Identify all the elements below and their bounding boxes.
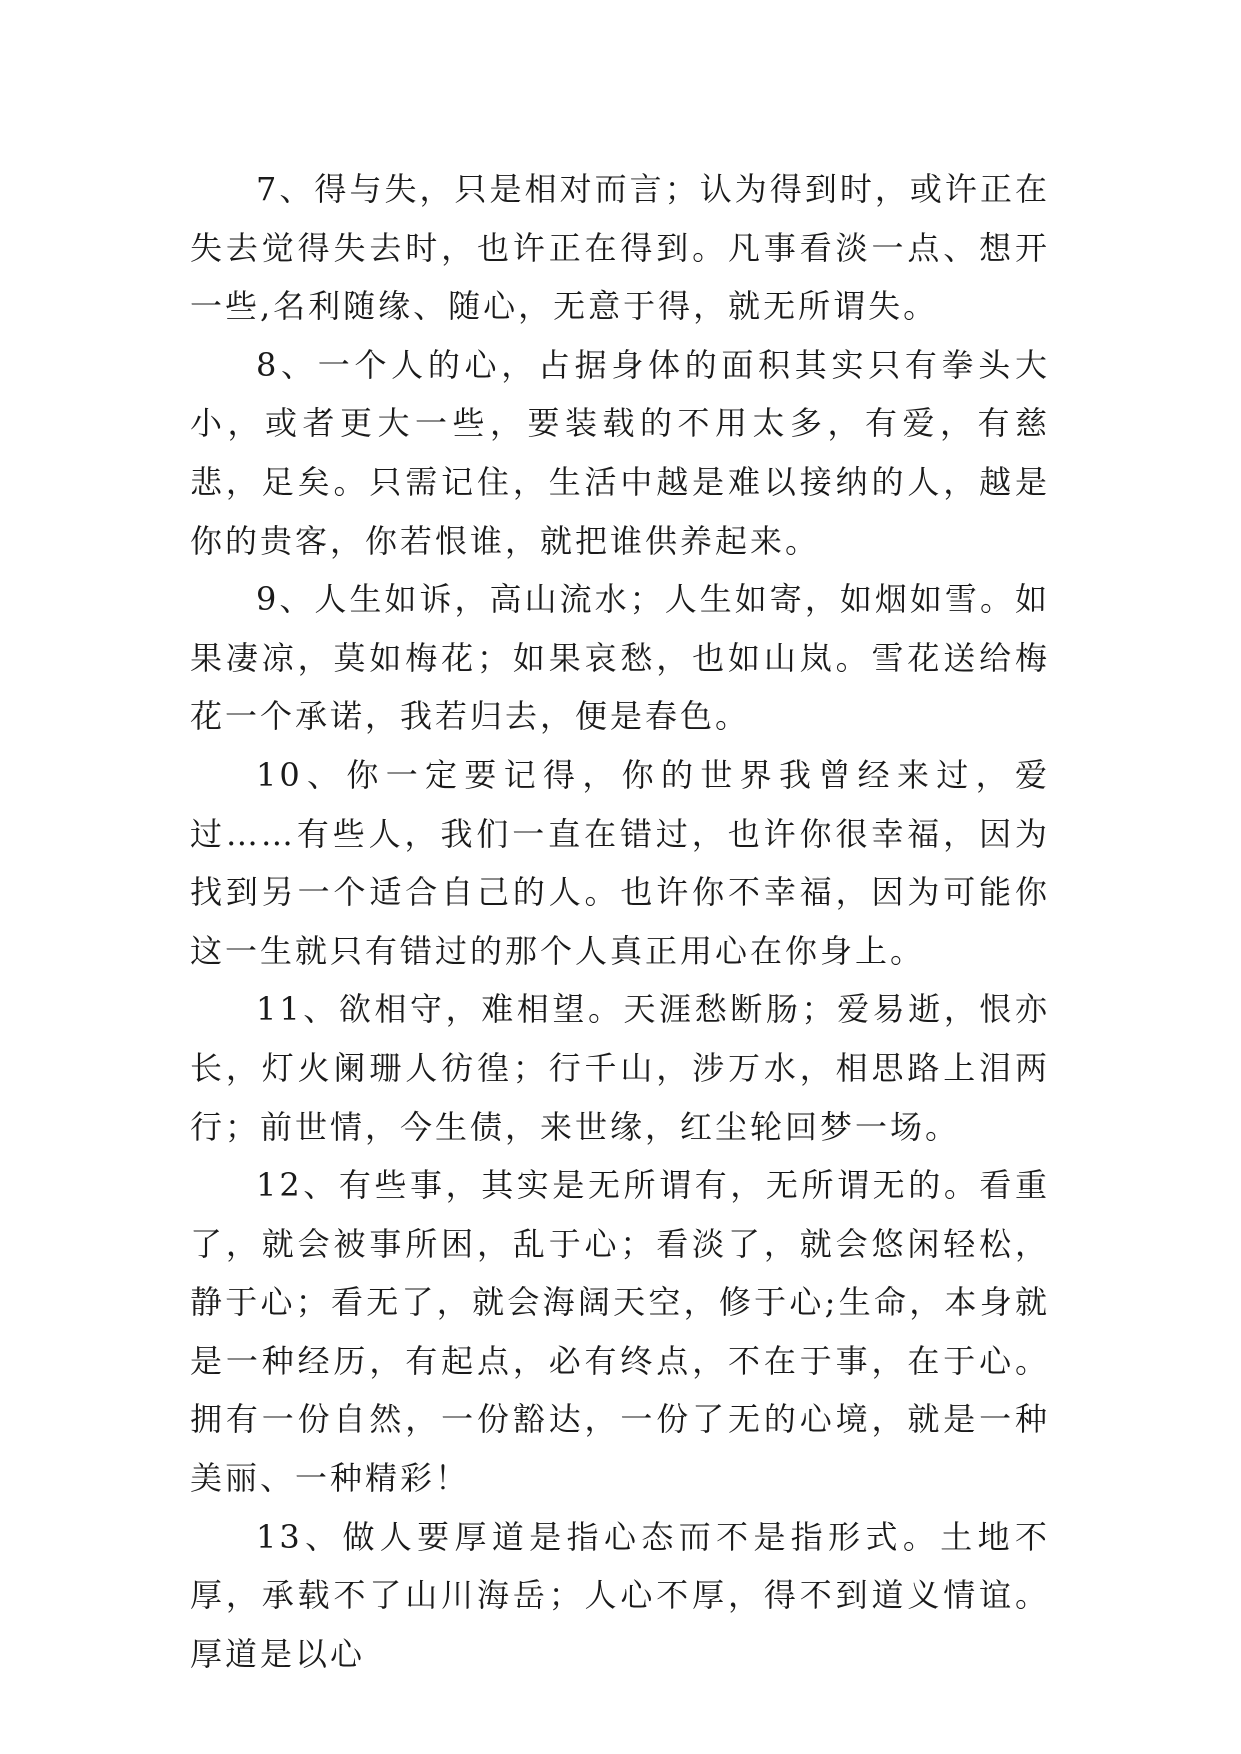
paragraph-12: 12、有些事，其实是无所谓有，无所谓无的。看重了，就会被事所困，乱于心；看淡了，就会悠闲轻松，静于心；看无了，就会海阔天空，修于心;生命，本身就是一种经历，有起点，必有终点，不在于事，在于心。拥有一份自然，一份豁达，一份了无的心境，就是一种美丽、一种精彩！ [190,1166,1050,1498]
paragraph-10: 10、你一定要记得，你的世界我曾经来过，爱过……有些人，我们一直在错过，也许你很幸福，因为找到另一个适合自己的人。也许你不幸福，因为可能你这一生就只有错过的那个人真正用心在你身上。 [190,755,1050,970]
paragraph-7: 7、得与失，只是相对而言；认为得到时，或许正在失去觉得失去时，也许正在得到。凡事看淡一点、想开一些,名利随缘、随心，无意于得，就无所谓失。 [190,170,1050,326]
paragraph-8: 8、一个人的心，占据身体的面积其实只有拳头大小，或者更大一些，要装载的不用太多，有爱，有慈悲，足矣。只需记住，生活中越是难以接纳的人，越是你的贵客，你若恨谁，就把谁供养起来。 [190,345,1050,560]
paragraph-11: 11、欲相守，难相望。天涯愁断肠；爱易逝，恨亦长，灯火阑珊人彷徨；行千山，涉万水，相思路上泪两行；前世情，今生债，来世缘，红尘轮回梦一场。 [190,990,1050,1146]
paragraph-13: 13、做人要厚道是指心态而不是指形式。土地不厚，承载不了山川海岳；人心不厚，得不到道义情谊。厚道是以心 [190,1517,1050,1673]
paragraph-9: 9、人生如诉，高山流水；人生如寄，如烟如雪。如果凄凉，莫如梅花；如果哀愁，也如山岚。雪花送给梅花一个承诺，我若归去，便是春色。 [190,580,1050,736]
document-body [190,160,1050,1683]
